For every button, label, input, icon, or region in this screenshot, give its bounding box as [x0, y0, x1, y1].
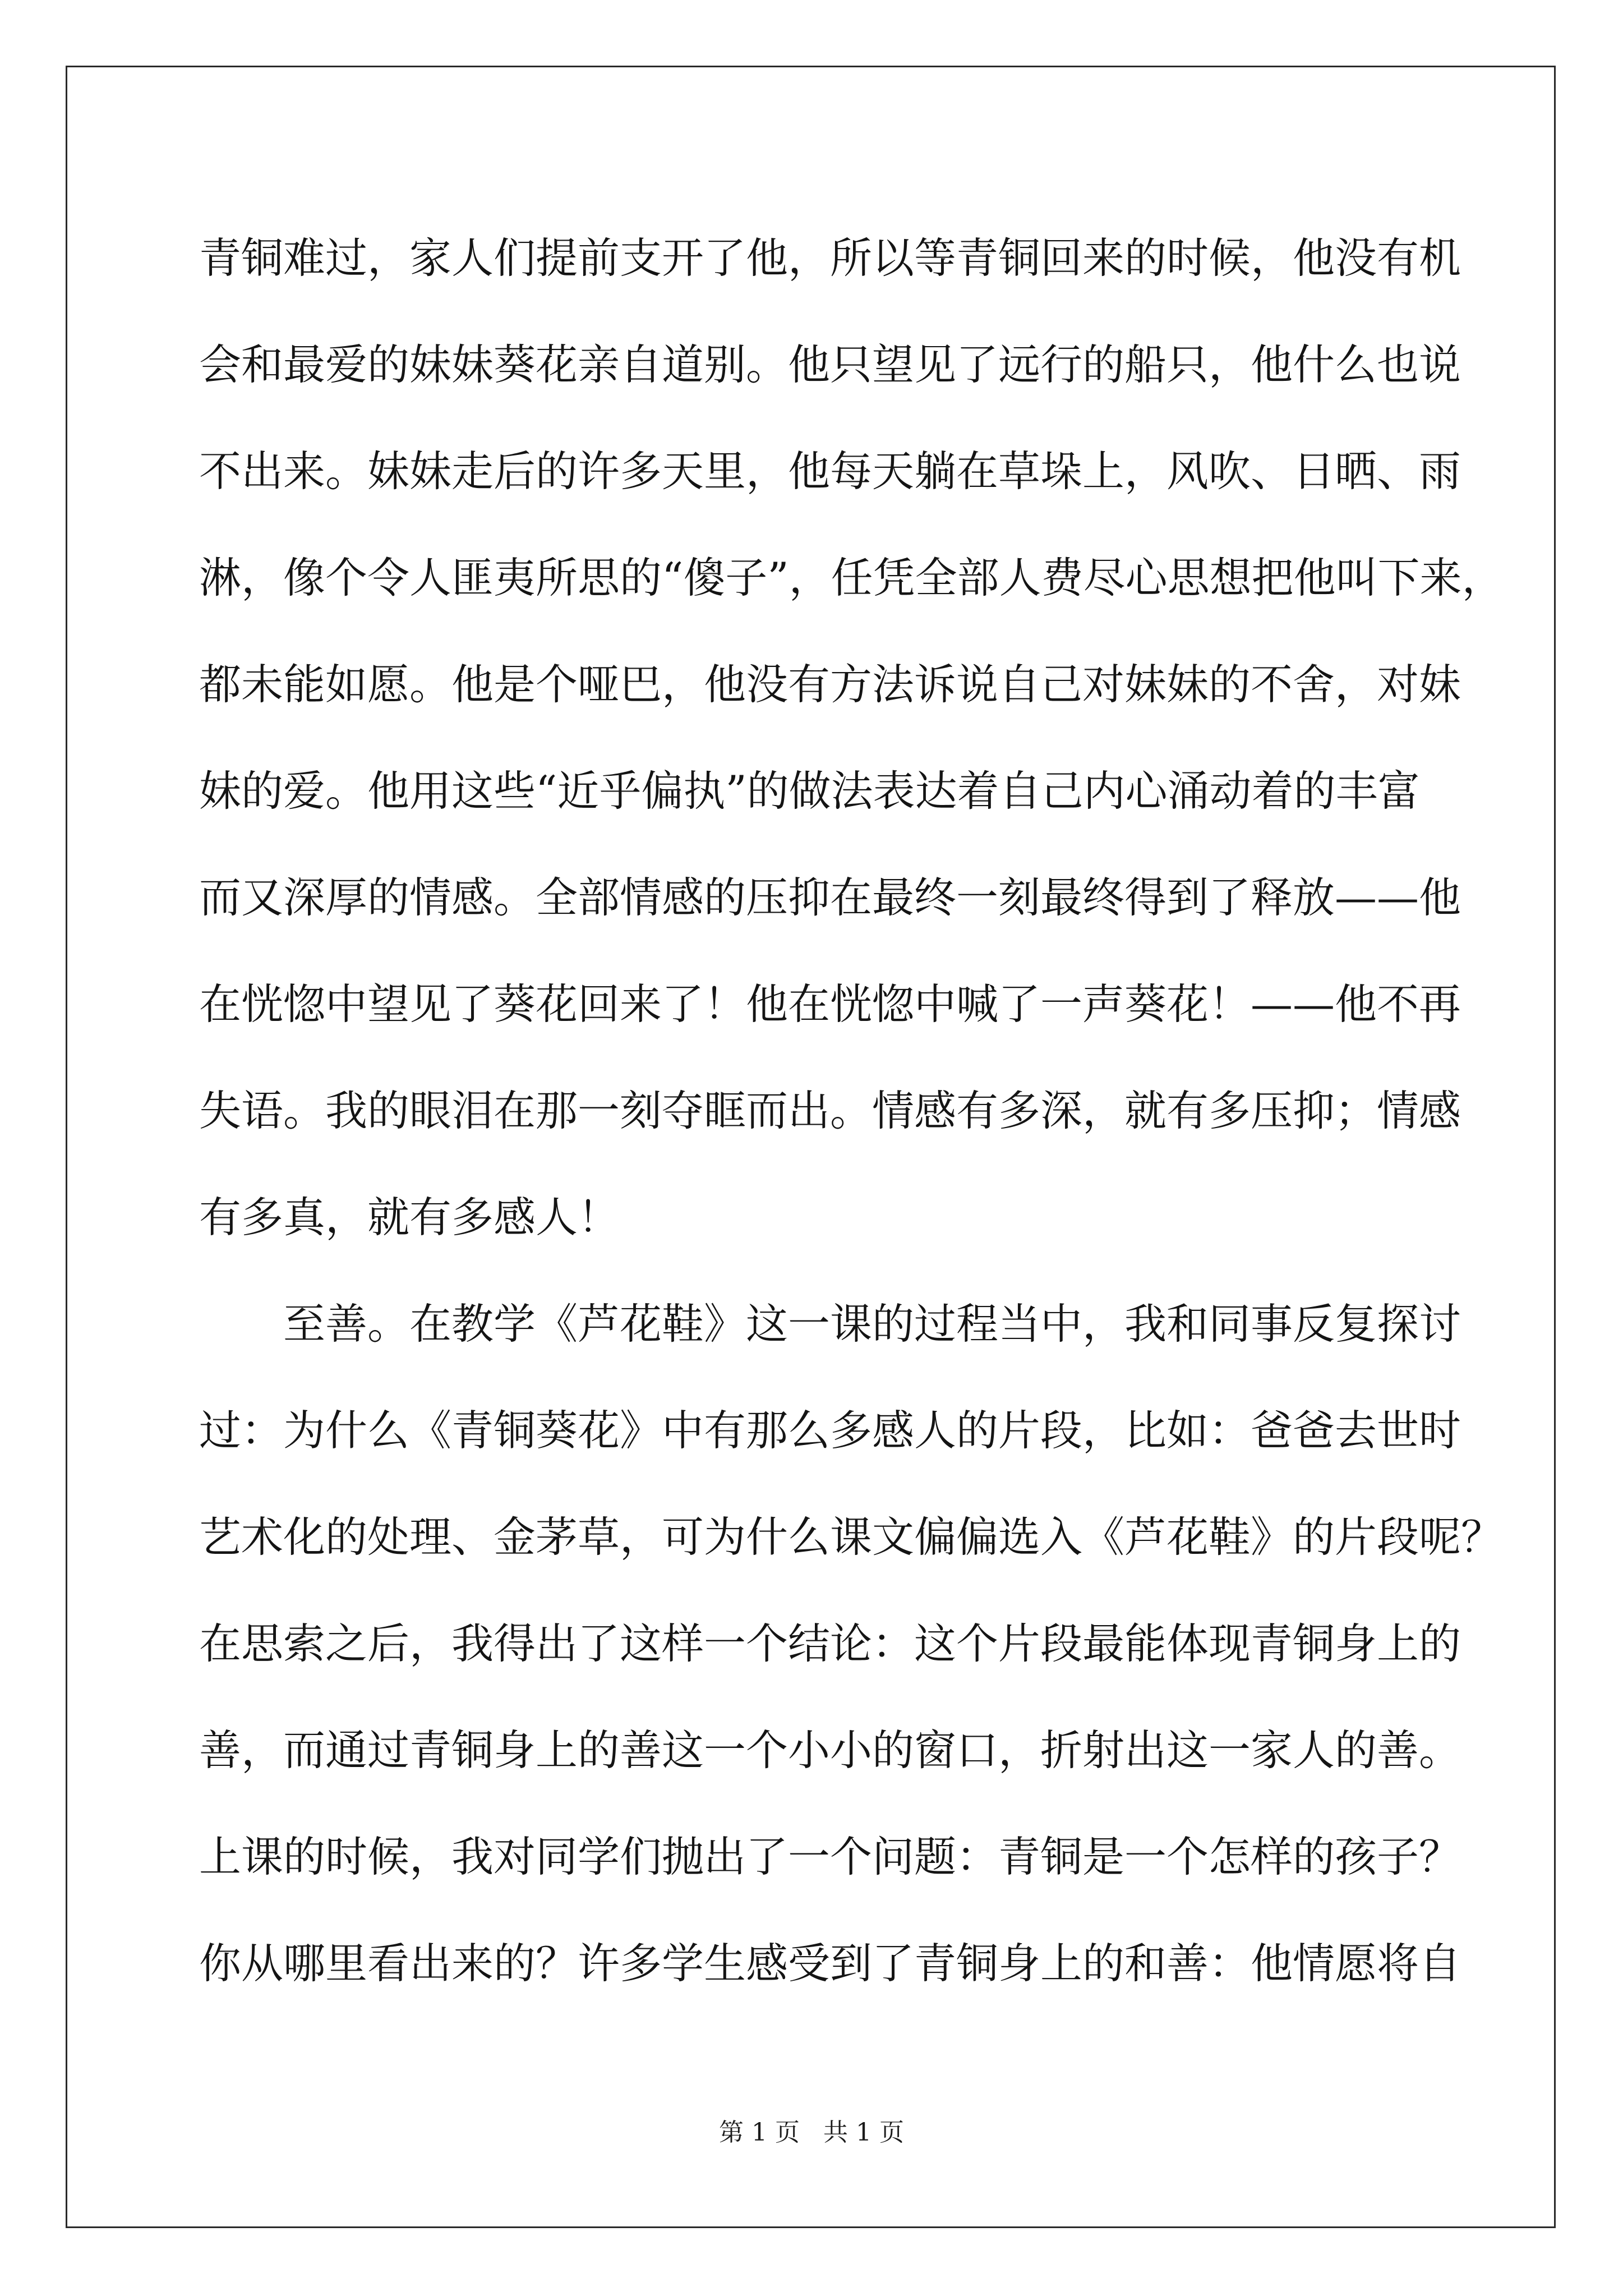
text-line: 不出来。妹妹走后的许多天里，他每天躺在草垛上，风吹、日晒、雨	[199, 447, 1461, 496]
text-line: 你从哪里看出来的？许多学生感受到了青铜身上的和善：他情愿将自	[199, 1939, 1461, 1988]
text-line: 在恍惚中望见了葵花回来了！他在恍惚中喊了一声葵花！——他不再	[199, 979, 1461, 1029]
text-line: 青铜难过，家人们提前支开了他，所以等青铜回来的时候，他没有机	[199, 233, 1461, 283]
text-line: 有多真，就有多感人！	[199, 1193, 620, 1242]
text-line: 艺术化的处理、金茅草，可为什么课文偏偏选入《芦花鞋》的片段呢？	[199, 1512, 1504, 1562]
text-line: 失语。我的眼泪在那一刻夺眶而出。情感有多深，就有多压抑；情感	[199, 1086, 1461, 1135]
text-line: 在思索之后，我得出了这样一个结论：这个片段最能体现青铜身上的	[199, 1619, 1461, 1668]
text-line: 会和最爱的妹妹葵花亲自道别。他只望见了远行的船只，他什么也说	[199, 340, 1461, 389]
page-footer: 第 1 页 共 1 页	[719, 2118, 904, 2147]
text-line: 上课的时候，我对同学们抛出了一个问题：青铜是一个怎样的孩子？	[199, 1832, 1461, 1881]
text-line: 而又深厚的情感。全部情感的压抑在最终一刻最终得到了释放——他	[199, 873, 1461, 922]
text-line: 善，而通过青铜身上的善这一个小小的窗口，折射出这一家人的善。	[199, 1726, 1461, 1775]
document-body	[199, 205, 1504, 2017]
text-line: 都未能如愿。他是个哑巴，他没有方法诉说自己对妹妹的不舍，对妹	[199, 660, 1461, 709]
text-line: 过：为什么《青铜葵花》中有那么多感人的片段，比如：爸爸去世时	[199, 1406, 1461, 1455]
paragraph-start-line: 至善。在教学《芦花鞋》这一课的过程当中，我和同事反复探讨	[283, 1299, 1461, 1349]
text-line: 妹的爱。他用这些“近乎偏执”的做法表达着自己内心涌动着的丰富	[199, 766, 1420, 816]
text-line: 淋，像个令人匪夷所思的“傻子”，任凭全部人费尽心思想把他叫下来，	[199, 553, 1504, 602]
